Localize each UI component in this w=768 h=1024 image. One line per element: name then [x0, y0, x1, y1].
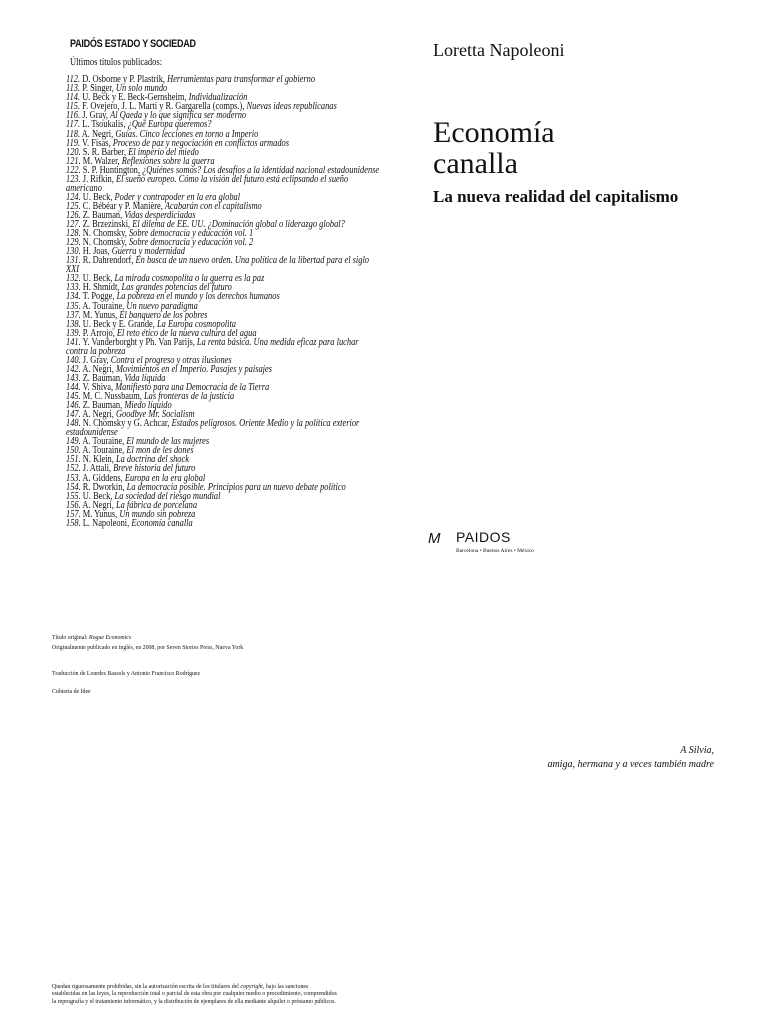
- series-title-authors: U. Beck,: [82, 273, 113, 285]
- series-title-authors: Z. Brzezinski,: [82, 219, 131, 231]
- series-title-authors: A. Negri,: [81, 128, 114, 140]
- series-title-book: Contra el progreso y otras ilusiones: [110, 354, 232, 366]
- series-title-authors: A. Touraine,: [82, 436, 125, 448]
- series-title-number: 145.: [66, 391, 81, 403]
- series-title-book: Poder y contrapoder en la era global: [114, 191, 241, 203]
- book-author: Loretta Napoleoni: [433, 40, 565, 60]
- series-title-number: 140.: [66, 354, 81, 366]
- series-title-number: 131.: [66, 255, 81, 267]
- series-title-book: Las grandes potencias del futuro: [121, 282, 232, 294]
- series-title-number: 153.: [66, 472, 81, 484]
- series-title-authors: J. Gray,: [82, 354, 109, 366]
- series-title-number: 155.: [66, 490, 81, 502]
- credit-original-title: [52, 634, 131, 641]
- series-title-book: El reto ético de la nueva cultura del agua: [116, 327, 257, 339]
- series-title-book: Individualización: [188, 92, 248, 104]
- series-title-book: Vidas desperdiciadas: [124, 210, 196, 222]
- series-title-number: 135.: [66, 300, 81, 312]
- series-title-item: [66, 420, 382, 437]
- series-title-book: Al Qaeda y lo que significa ser moderno: [110, 110, 247, 122]
- series-title-number: 121.: [66, 155, 81, 167]
- series-title-book: La fábrica de porcelana: [115, 499, 198, 511]
- series-title-authors: U. Beck,: [82, 490, 113, 502]
- series-title-number: 146.: [66, 400, 81, 412]
- series-title-authors: N. Chomsky y G. Achcar,: [82, 418, 170, 430]
- series-title-number: 139.: [66, 327, 81, 339]
- series-title-authors: L. Tsoukalis,: [82, 119, 126, 131]
- publisher-logo: [428, 530, 534, 554]
- legal-notice: [52, 983, 337, 1005]
- series-title-authors: U. Beck y E. Beck-Gernsheim,: [82, 92, 187, 104]
- book-title-line-1: Economía: [433, 116, 555, 149]
- series-title-authors: S. R. Barber,: [82, 146, 127, 158]
- series-title-book: Las fronteras de la justicia: [143, 391, 235, 403]
- series-title-number: 117.: [66, 119, 81, 131]
- series-title-number: 141.: [66, 336, 81, 348]
- series-title-number: 154.: [66, 481, 81, 493]
- series-title-book: El dilema de EE. UU. ¿Dominación global o liderazgo global?: [132, 219, 345, 231]
- series-title-book: En busca de un nuevo orden. Una política de la libertad para el siglo XXI: [66, 255, 369, 276]
- series-title-book: Guerra y modernidad: [111, 246, 185, 258]
- series-title-authors: A. Touraine,: [82, 445, 125, 457]
- series-title-authors: Y. Vanderborght y Ph. Van Parijs,: [82, 336, 195, 348]
- series-title-authors: M. Yunus,: [82, 508, 118, 520]
- dedication-line-1: A Silvia,: [680, 745, 714, 756]
- series-title-number: 114.: [66, 92, 81, 104]
- credit-original-label: Título original:: [52, 634, 88, 641]
- series-title-authors: F. Ovejero, J. L. Martí y R. Gargarella (comps.),: [82, 101, 245, 113]
- legal-part-1: Quedan rigurosamente prohibidas, sin la autorización escrita de los titulares del: [52, 983, 239, 990]
- series-title-number: 138.: [66, 318, 81, 330]
- series-title-authors: Z. Bauman,: [82, 400, 123, 412]
- series-title-number: 151.: [66, 454, 81, 466]
- series-title-item: [66, 257, 382, 274]
- series-title-book: ¿Quiénes somos? Los desafíos a la identidad nacional estadounidense: [142, 164, 380, 176]
- credit-original-value: Rogue Economics: [89, 634, 132, 641]
- credit-published: Originalmente publicado en inglés, en 2008, por Seven Stories Press, Nueva York: [52, 644, 244, 651]
- series-title-authors: J. Gray,: [82, 110, 109, 122]
- series-title-authors: H. Joas,: [82, 246, 110, 258]
- series-title-number: 127.: [66, 219, 81, 231]
- series-title-number: 119.: [66, 137, 81, 149]
- series-title-item: [66, 176, 382, 193]
- series-title-authors: N. Chomsky,: [82, 237, 127, 249]
- series-title-book: Miedo líquido: [124, 400, 172, 412]
- series-title-book: Movimientos en el Imperio. Pasajes y paisajes: [115, 363, 273, 375]
- credit-translation: Traducción de Lourdes Bassols y Antonio Francisco Rodríguez: [52, 670, 201, 677]
- series-title-number: 133.: [66, 282, 81, 294]
- series-title-authors: A. Giddens,: [82, 472, 123, 484]
- series-title-book: Vida líquida: [124, 372, 166, 384]
- series-title-number: 132.: [66, 273, 81, 285]
- series-title-authors: U. Beck,: [82, 191, 113, 203]
- series-title-book: La democracia posible. Principios para un nuevo debate político: [126, 481, 346, 493]
- series-title-book: La mirada cosmopolita o la guerra es la paz: [114, 273, 265, 285]
- series-title-number: 134.: [66, 291, 81, 303]
- series-title-number: 130.: [66, 246, 81, 258]
- series-title-authors: A. Negri,: [82, 409, 114, 421]
- series-title-number: 156.: [66, 499, 81, 511]
- series-title-book: Guías. Cinco lecciones en torno a Imperio: [115, 128, 259, 140]
- series-title-book: Europa en la era global: [124, 472, 206, 484]
- series-title-authors: V. Fisas,: [82, 137, 111, 149]
- series-title-authors: P. Arrojo,: [82, 327, 115, 339]
- series-title-authors: R. Dahrendorf,: [82, 255, 134, 267]
- publisher-name: PAIDOS: [456, 529, 511, 545]
- series-title-book: Un mundo sin pobreza: [119, 508, 196, 520]
- dedication: [547, 744, 714, 772]
- series-subheading: Últimos títulos publicados:: [70, 57, 163, 68]
- series-title-number: 113.: [66, 83, 81, 95]
- series-title-number: 112.: [66, 74, 81, 85]
- series-title-number: 128.: [66, 228, 81, 240]
- series-title-book: El sueño europeo. Cómo la visión del futuro está eclipsando el sueño americano: [66, 174, 349, 194]
- series-title-book: La pobreza en el mundo y los derechos humanos: [116, 291, 280, 303]
- series-title-book: El mon de les dones: [126, 445, 194, 457]
- series-title-authors: S. P. Huntington,: [82, 164, 140, 176]
- series-title-book: Estados peligrosos. Oriente Medio y la política exterior estadounidense: [66, 418, 360, 439]
- series-title-number: 123.: [66, 174, 81, 186]
- book-title: [433, 117, 733, 179]
- series-heading: PAIDÓS ESTADO Y SOCIEDAD: [70, 38, 196, 50]
- series-title-number: 143.: [66, 372, 81, 384]
- book-subtitle: La nueva realidad del capitalismo: [433, 187, 679, 206]
- series-title-book: Sobre democracia y educación vol. 2: [128, 237, 254, 249]
- series-title-authors: A. Negri,: [82, 363, 114, 375]
- series-title-book: El mundo de las mujeres: [126, 436, 210, 448]
- credit-cover: Cubierta de Idee: [52, 688, 91, 695]
- series-title-number: 122.: [66, 164, 81, 176]
- series-title-number: 116.: [66, 110, 81, 122]
- legal-part-2: bajo las sanciones establecidas en las leyes, la reproducción total o parcial de esta obra por cualquier medio o procedimiento, comprendidos la reprografía y el tratamiento informático, y la distribución de ejemplares de ella mediante alquiler o préstamo públicos.: [52, 983, 337, 1005]
- series-title-authors: M. C. Nussbaum,: [82, 391, 142, 403]
- series-title-book: El banquero de los pobres: [119, 309, 208, 321]
- series-title-authors: T. Pogge,: [82, 291, 115, 303]
- series-title-book: Un nuevo paradigma: [126, 300, 198, 312]
- series-title-book: Manifiesto para una Democracia de la Tierra: [115, 382, 270, 394]
- series-title-book: Economía canalla: [131, 518, 193, 530]
- series-title-number: 150.: [66, 445, 81, 457]
- series-title-number: 148.: [66, 418, 81, 430]
- publisher-mark-icon: M: [428, 530, 441, 547]
- series-title-book: La sociedad del riesgo mundial: [114, 490, 221, 502]
- series-title-authors: J. Rifkin,: [82, 174, 114, 186]
- series-title-number: 125.: [66, 200, 81, 212]
- series-title-authors: L. Napoleoni,: [82, 518, 130, 530]
- legal-copyright-word: copyright,: [240, 983, 265, 990]
- series-title-authors: N. Chomsky,: [82, 228, 127, 240]
- series-title-book: ¿Qué Europa queremos?: [127, 119, 212, 131]
- series-title-number: 115.: [66, 101, 81, 113]
- series-title-authors: Z. Bauman,: [82, 372, 123, 384]
- series-title-number: 118.: [66, 128, 81, 140]
- dedication-line-2: amiga, hermana y a veces también madre: [547, 759, 714, 770]
- series-title-book: Breve historia del futuro: [113, 463, 196, 475]
- series-title-number: 129.: [66, 237, 81, 249]
- series-title-authors: A. Negri,: [82, 499, 114, 511]
- series-title-book: El imperio del miedo: [128, 146, 199, 158]
- series-title-authors: M. Yunus,: [82, 309, 118, 321]
- series-title-book: Un solo mundo: [115, 83, 168, 95]
- publisher-cities: Barcelona • Buenos Aires • México: [456, 548, 534, 554]
- series-title-authors: R. Dworkin,: [82, 481, 125, 493]
- series-title-book: Reflexiones sobre la guerra: [121, 155, 215, 167]
- series-title-number: 152.: [66, 463, 81, 475]
- series-title-number: 157.: [66, 508, 81, 520]
- book-title-line-2: canalla: [433, 147, 518, 180]
- series-title-book: Sobre democracia y educación vol. 1: [128, 228, 254, 240]
- series-title-number: 124.: [66, 191, 81, 203]
- series-title-number: 158.: [66, 518, 81, 530]
- series-title-authors: A. Touraine,: [82, 300, 125, 312]
- series-title-number: 120.: [66, 146, 81, 158]
- series-title-book: Acabarán con el capitalismo: [164, 200, 262, 212]
- series-title-book: La doctrina del shock: [115, 454, 189, 466]
- series-title-item: [66, 520, 382, 529]
- series-title-book: Nuevas ideas republicanas: [246, 101, 337, 113]
- series-title-book: La renta básica. Una medida eficaz para luchar contra la pobreza: [66, 336, 359, 357]
- series-title-authors: H. Shmidt,: [82, 282, 120, 294]
- series-title-authors: Z. Bauman,: [82, 210, 123, 222]
- series-title-number: 149.: [66, 436, 81, 448]
- series-titles-list: [66, 76, 476, 529]
- series-title-number: 144.: [66, 382, 81, 394]
- series-title-number: 142.: [66, 363, 81, 375]
- series-title-authors: N. Klein,: [82, 454, 114, 466]
- series-title-item: [66, 336, 382, 357]
- series-title-book: Goodbye Mr. Socialism: [115, 409, 195, 421]
- series-title-authors: J. Attali,: [82, 463, 112, 475]
- series-title-authors: C. Bébéar y P. Manière,: [82, 200, 163, 212]
- series-title-number: 137.: [66, 309, 81, 321]
- series-title-book: Proceso de paz y negociación en conflictos armados: [112, 137, 289, 149]
- series-title-authors: V. Shiva,: [82, 382, 114, 394]
- series-title-authors: M. Walzer,: [82, 155, 120, 167]
- series-title-authors: U. Beck y E. Grande,: [82, 318, 155, 330]
- series-title-authors: D. Osborne y P. Plastrik,: [82, 74, 166, 85]
- series-title-book: La Europa cosmopolita: [156, 318, 237, 330]
- series-title-number: 147.: [66, 409, 81, 421]
- series-title-book: Herramientas para transformar el gobierno: [167, 74, 316, 85]
- series-title-authors: P. Singer,: [82, 83, 114, 95]
- series-title-number: 126.: [66, 210, 81, 222]
